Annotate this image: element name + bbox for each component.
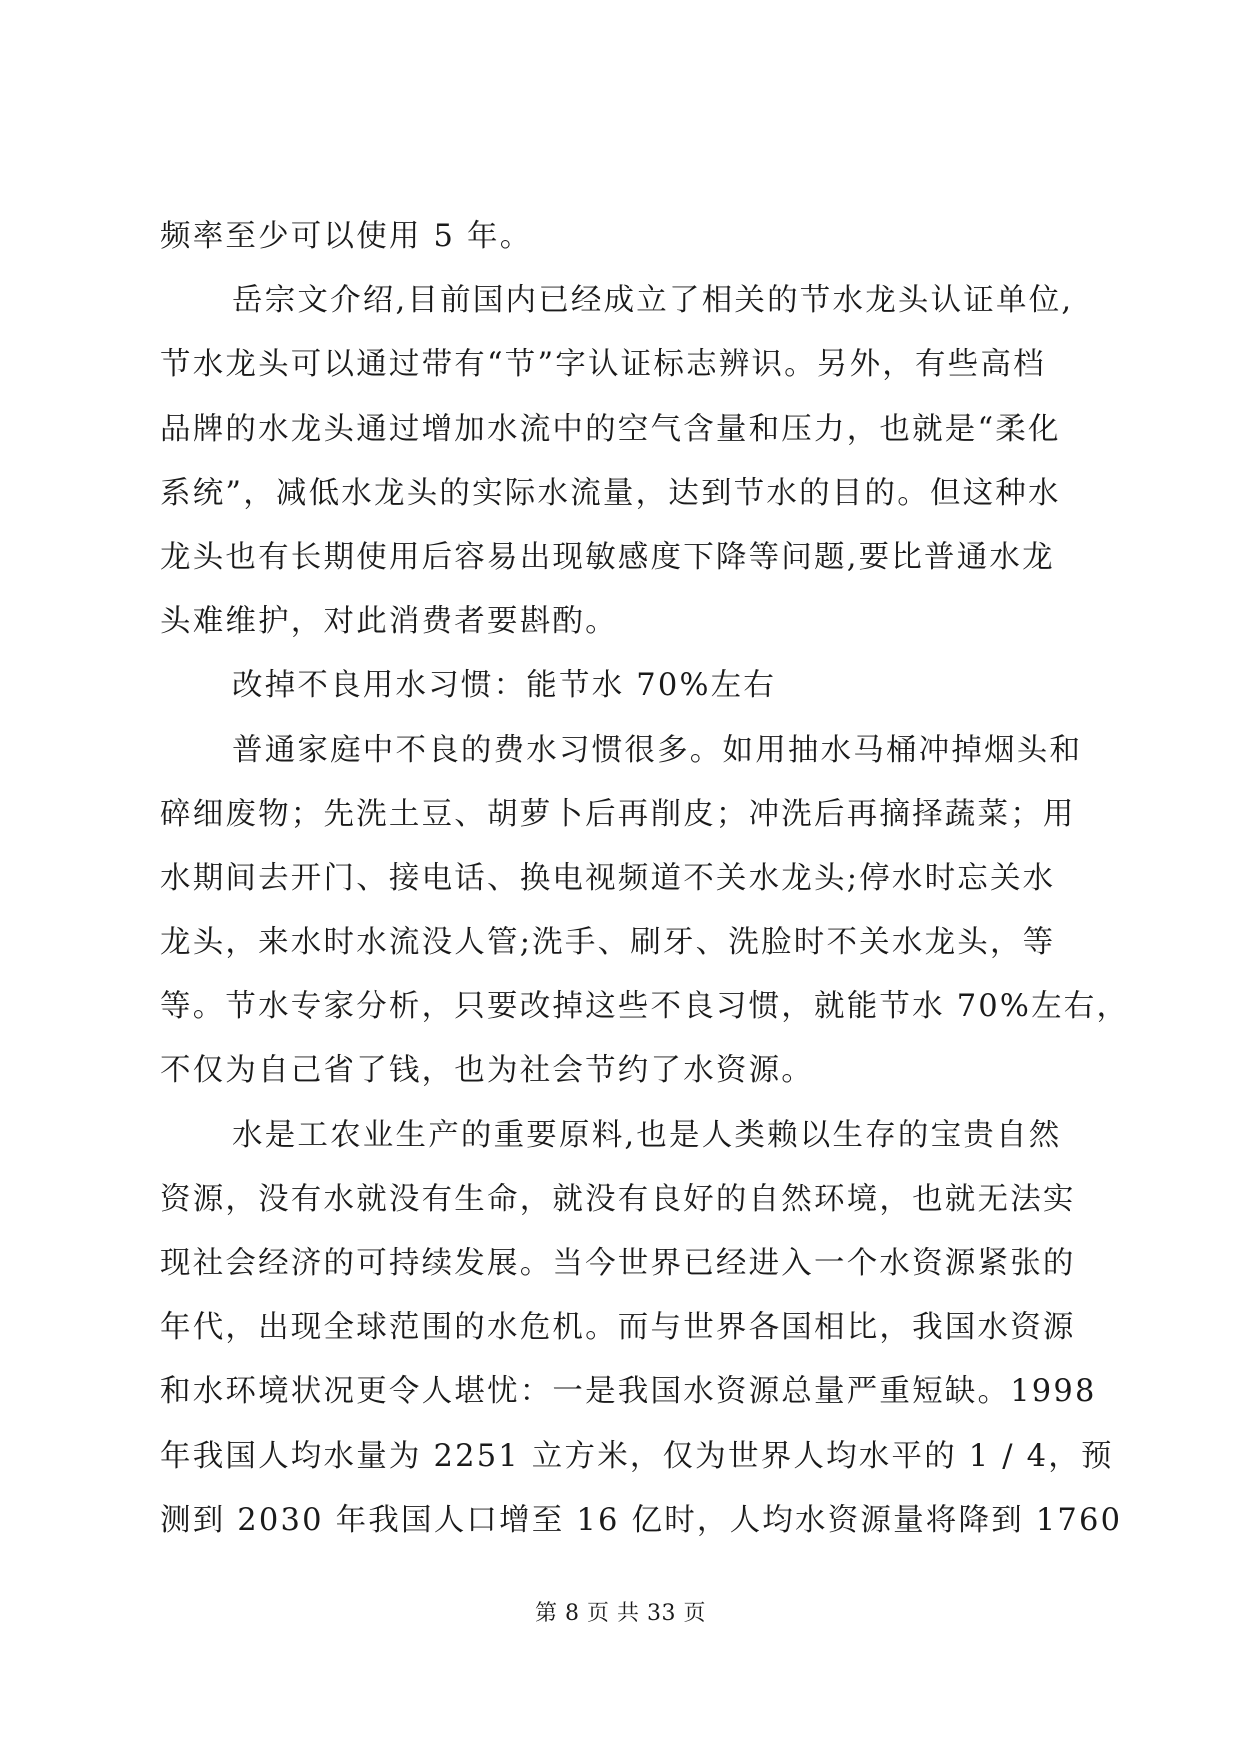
text-line: 龙头，来水时水流没人管;洗手、刷牙、洗脸时不关水龙头，等 <box>160 925 1056 961</box>
page-footer: 第 8 页 共 33 页 <box>535 1601 706 1626</box>
text-line: 等。节水专家分析，只要改掉这些不良习惯，就能节水 70%左右， <box>160 989 1130 1025</box>
text-line: 和水环境状况更令人堪忧：一是我国水资源总量严重短缺。1998 <box>160 1374 1097 1410</box>
text-line: 年我国人均水量为 2251 立方米，仅为世界人均水平的 1 / 4，预 <box>160 1438 1114 1474</box>
text-line: 现社会经济的可持续发展。当今世界已经进入一个水资源紧张的 <box>160 1246 1076 1281</box>
text-line: 节水龙头可以通过带有“节”字认证标志辨识。另外，有些高档 <box>160 347 1046 383</box>
text-line: 年代，出现全球范围的水危机。而与世界各国相比，我国水资源 <box>160 1310 1076 1346</box>
text-line: 测到 2030 年我国人口增至 16 亿时，人均水资源量将降到 1760 <box>160 1502 1123 1538</box>
text-line: 系统”，减低水龙头的实际水流量，达到节水的目的。但这种水 <box>160 475 1061 511</box>
text-line: 头难维护，对此消费者要斟酌。 <box>160 604 618 640</box>
text-line: 岳宗文介绍,目前国内已经成立了相关的节水龙头认证单位, <box>232 283 1074 319</box>
body-text <box>160 205 1130 1553</box>
text-line: 龙头也有长期使用后容易出现敏感度下降等问题,要比普通水龙 <box>160 539 1055 575</box>
text-line: 改掉不良用水习惯：能节水 70%左右 <box>232 668 777 704</box>
text-line: 资源，没有水就没有生命，就没有良好的自然环境，也就无法实 <box>160 1181 1076 1217</box>
text-line: 频率至少可以使用 5 年。 <box>160 219 533 254</box>
text-line: 水期间去开门、接电话、换电视频道不关水龙头;停水时忘关水 <box>160 860 1056 896</box>
text-line: 品牌的水龙头通过增加水流中的空气含量和压力，也就是“柔化 <box>160 411 1061 447</box>
text-line: 碎细废物；先洗土豆、胡萝卜后再削皮；冲洗后再摘择蔬菜；用 <box>160 796 1076 832</box>
text-line: 普通家庭中不良的费水习惯很多。如用抽水马桶冲掉烟头和 <box>232 732 1083 768</box>
text-line: 不仅为自己省了钱，也为社会节约了水资源。 <box>160 1053 814 1089</box>
text-line: 水是工农业生产的重要原料,也是人类赖以生存的宝贵自然 <box>232 1117 1062 1153</box>
